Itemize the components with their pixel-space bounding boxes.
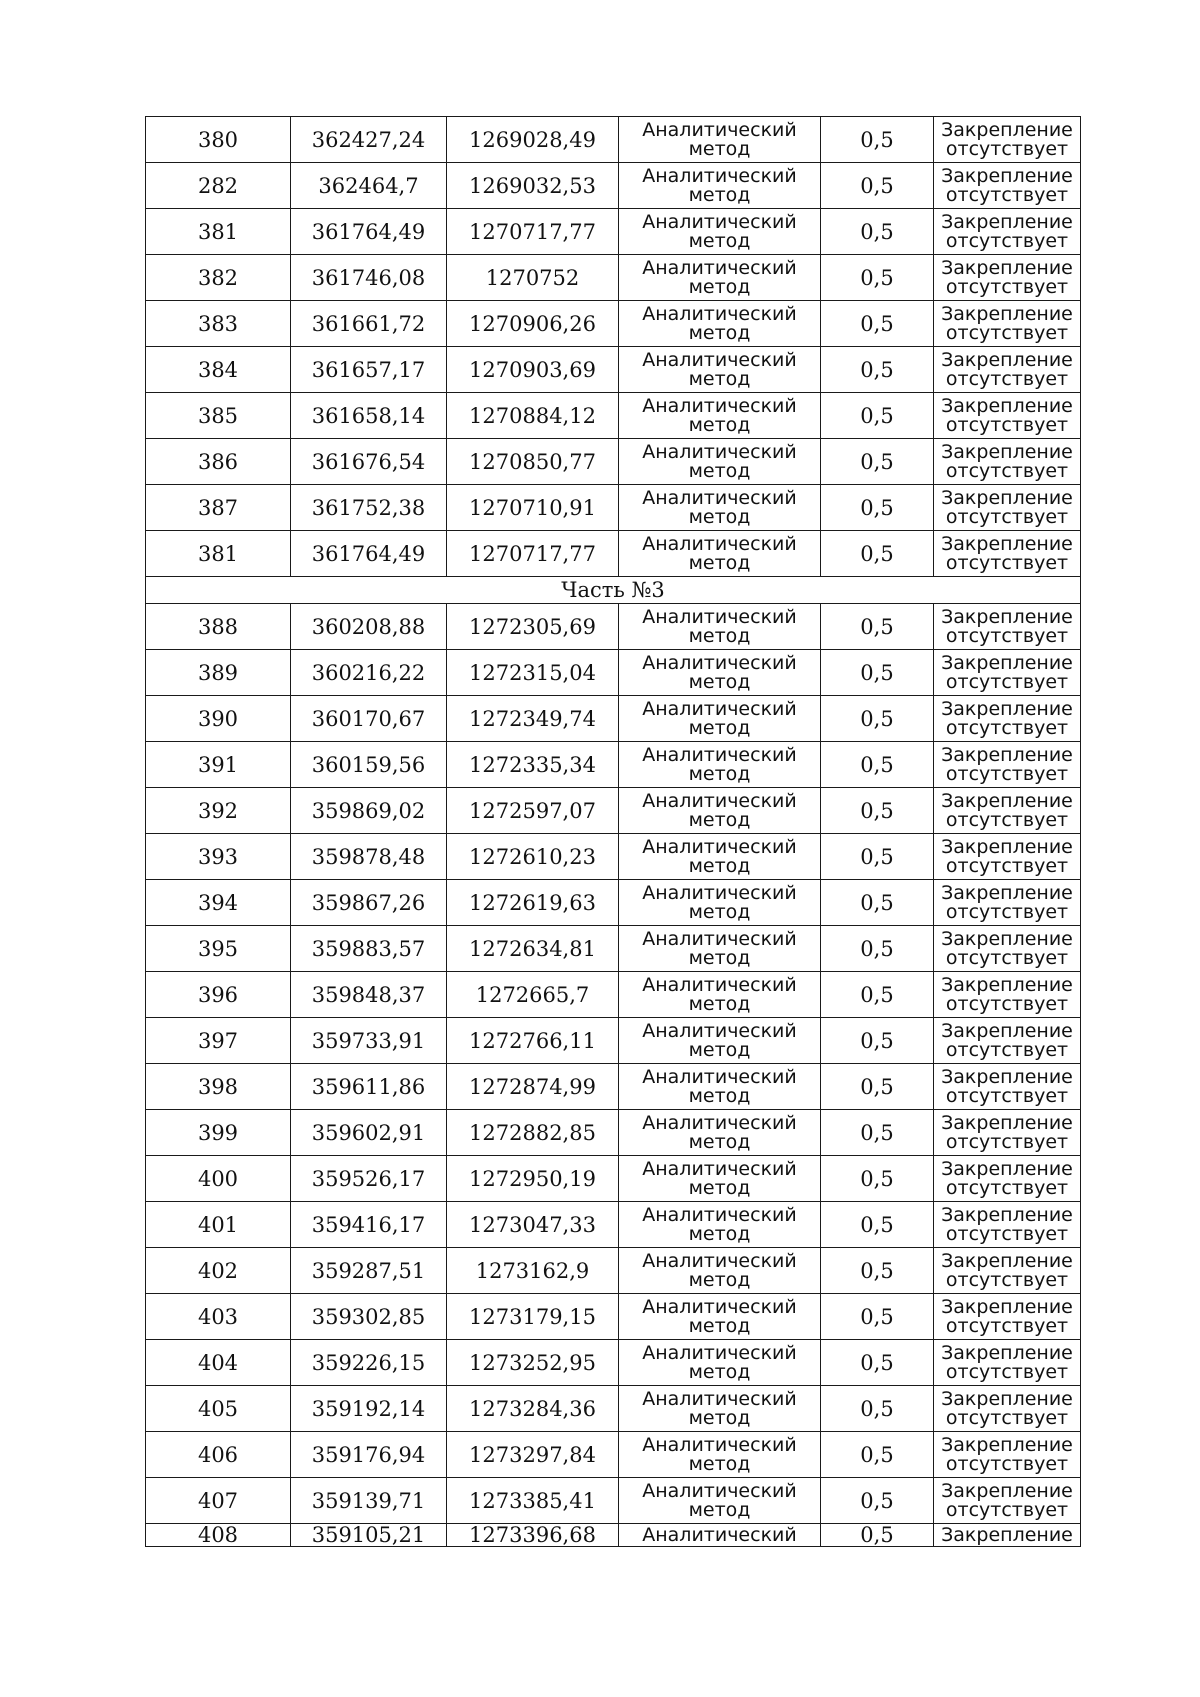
accuracy-cell: 0,5 (821, 255, 934, 301)
fixation-cell: Закрепление отсутствует (934, 742, 1081, 788)
fixation-cell: Закрепление отсутствует (934, 788, 1081, 834)
fixation-cell: Закрепление отсутствует (934, 439, 1081, 485)
fixation-cell: Закрепление отсутствует (934, 117, 1081, 163)
accuracy-cell: 0,5 (821, 1478, 934, 1524)
y-coordinate-cell: 1270850,77 (447, 439, 619, 485)
table-row (146, 393, 1081, 439)
x-coordinate-cell: 359302,85 (291, 1294, 447, 1340)
x-coordinate-cell: 360216,22 (291, 650, 447, 696)
x-coordinate-cell: 359226,15 (291, 1340, 447, 1386)
y-coordinate-cell: 1272315,04 (447, 650, 619, 696)
point-number-cell: 384 (146, 347, 291, 393)
y-coordinate-cell: 1272874,99 (447, 1064, 619, 1110)
y-coordinate-cell: 1272950,19 (447, 1156, 619, 1202)
method-cell: Аналитический метод (619, 742, 821, 788)
x-coordinate-cell: 362427,24 (291, 117, 447, 163)
y-coordinate-cell: 1272665,7 (447, 972, 619, 1018)
x-coordinate-cell: 359602,91 (291, 1110, 447, 1156)
point-number-cell: 380 (146, 117, 291, 163)
table-row (146, 696, 1081, 742)
accuracy-cell: 0,5 (821, 1110, 934, 1156)
point-number-cell: 392 (146, 788, 291, 834)
accuracy-cell: 0,5 (821, 1202, 934, 1248)
fixation-cell: Закрепление (934, 1524, 1081, 1547)
fixation-cell: Закрепление отсутствует (934, 834, 1081, 880)
y-coordinate-cell: 1270717,77 (447, 209, 619, 255)
y-coordinate-cell: 1273179,15 (447, 1294, 619, 1340)
x-coordinate-cell: 360170,67 (291, 696, 447, 742)
method-cell: Аналитический метод (619, 531, 821, 577)
y-coordinate-cell: 1273385,41 (447, 1478, 619, 1524)
point-number-cell: 405 (146, 1386, 291, 1432)
point-number-cell: 395 (146, 926, 291, 972)
fixation-cell: Закрепление отсутствует (934, 1202, 1081, 1248)
y-coordinate-cell: 1273297,84 (447, 1432, 619, 1478)
fixation-cell: Закрепление отсутствует (934, 880, 1081, 926)
point-number-cell: 400 (146, 1156, 291, 1202)
accuracy-cell: 0,5 (821, 742, 934, 788)
x-coordinate-cell: 361752,38 (291, 485, 447, 531)
x-coordinate-cell: 361661,72 (291, 301, 447, 347)
table-row (146, 1202, 1081, 1248)
method-cell: Аналитический метод (619, 696, 821, 742)
y-coordinate-cell: 1272634,81 (447, 926, 619, 972)
x-coordinate-cell: 361764,49 (291, 209, 447, 255)
point-number-cell: 403 (146, 1294, 291, 1340)
point-number-cell: 408 (146, 1524, 291, 1547)
method-cell: Аналитический метод (619, 1110, 821, 1156)
point-number-cell: 399 (146, 1110, 291, 1156)
fixation-cell: Закрепление отсутствует (934, 255, 1081, 301)
fixation-cell: Закрепление отсутствует (934, 604, 1081, 650)
table-row (146, 788, 1081, 834)
x-coordinate-cell: 360208,88 (291, 604, 447, 650)
fixation-cell: Закрепление отсутствует (934, 531, 1081, 577)
y-coordinate-cell: 1272610,23 (447, 834, 619, 880)
accuracy-cell: 0,5 (821, 1386, 934, 1432)
y-coordinate-cell: 1272597,07 (447, 788, 619, 834)
fixation-cell: Закрепление отсутствует (934, 1248, 1081, 1294)
point-number-cell: 391 (146, 742, 291, 788)
method-cell: Аналитический метод (619, 1064, 821, 1110)
point-number-cell: 406 (146, 1432, 291, 1478)
y-coordinate-cell: 1270752 (447, 255, 619, 301)
point-number-cell: 404 (146, 1340, 291, 1386)
accuracy-cell: 0,5 (821, 696, 934, 742)
y-coordinate-cell: 1272882,85 (447, 1110, 619, 1156)
y-coordinate-cell: 1270717,77 (447, 531, 619, 577)
accuracy-cell: 0,5 (821, 1156, 934, 1202)
y-coordinate-cell: 1273252,95 (447, 1340, 619, 1386)
x-coordinate-cell: 362464,7 (291, 163, 447, 209)
point-number-cell: 282 (146, 163, 291, 209)
x-coordinate-cell: 359883,57 (291, 926, 447, 972)
accuracy-cell: 0,5 (821, 972, 934, 1018)
table-row (146, 531, 1081, 577)
y-coordinate-cell: 1272766,11 (447, 1018, 619, 1064)
fixation-cell: Закрепление отсутствует (934, 1386, 1081, 1432)
accuracy-cell: 0,5 (821, 1524, 934, 1547)
x-coordinate-cell: 359416,17 (291, 1202, 447, 1248)
fixation-cell: Закрепление отсутствует (934, 485, 1081, 531)
table-row (146, 1110, 1081, 1156)
table-row (146, 972, 1081, 1018)
table-row (146, 1524, 1081, 1547)
point-number-cell: 385 (146, 393, 291, 439)
point-number-cell: 396 (146, 972, 291, 1018)
accuracy-cell: 0,5 (821, 117, 934, 163)
x-coordinate-cell: 360159,56 (291, 742, 447, 788)
point-number-cell: 397 (146, 1018, 291, 1064)
accuracy-cell: 0,5 (821, 788, 934, 834)
table-row (146, 1340, 1081, 1386)
accuracy-cell: 0,5 (821, 604, 934, 650)
y-coordinate-cell: 1269032,53 (447, 163, 619, 209)
x-coordinate-cell: 359733,91 (291, 1018, 447, 1064)
x-coordinate-cell: 359139,71 (291, 1478, 447, 1524)
method-cell: Аналитический метод (619, 1018, 821, 1064)
point-number-cell: 398 (146, 1064, 291, 1110)
point-number-cell: 401 (146, 1202, 291, 1248)
point-number-cell: 383 (146, 301, 291, 347)
method-cell: Аналитический метод (619, 1248, 821, 1294)
x-coordinate-cell: 359287,51 (291, 1248, 447, 1294)
accuracy-cell: 0,5 (821, 1064, 934, 1110)
table-row (146, 650, 1081, 696)
method-cell: Аналитический метод (619, 1156, 821, 1202)
fixation-cell: Закрепление отсутствует (934, 972, 1081, 1018)
table-row (146, 1386, 1081, 1432)
fixation-cell: Закрепление отсутствует (934, 1478, 1081, 1524)
point-number-cell: 387 (146, 485, 291, 531)
coordinates-table (145, 116, 1081, 1547)
accuracy-cell: 0,5 (821, 926, 934, 972)
y-coordinate-cell: 1272335,34 (447, 742, 619, 788)
point-number-cell: 402 (146, 1248, 291, 1294)
x-coordinate-cell: 361764,49 (291, 531, 447, 577)
point-number-cell: 407 (146, 1478, 291, 1524)
point-number-cell: 381 (146, 209, 291, 255)
method-cell: Аналитический метод (619, 209, 821, 255)
x-coordinate-cell: 359867,26 (291, 880, 447, 926)
section-title: Часть №3 (146, 577, 1081, 604)
point-number-cell: 394 (146, 880, 291, 926)
x-coordinate-cell: 359105,21 (291, 1524, 447, 1547)
accuracy-cell: 0,5 (821, 209, 934, 255)
table-row (146, 1018, 1081, 1064)
table-row (146, 926, 1081, 972)
table-row (146, 880, 1081, 926)
fixation-cell: Закрепление отсутствует (934, 163, 1081, 209)
fixation-cell: Закрепление отсутствует (934, 926, 1081, 972)
table-row (146, 1064, 1081, 1110)
accuracy-cell: 0,5 (821, 301, 934, 347)
y-coordinate-cell: 1273396,68 (447, 1524, 619, 1547)
y-coordinate-cell: 1269028,49 (447, 117, 619, 163)
table-row (146, 1478, 1081, 1524)
y-coordinate-cell: 1273047,33 (447, 1202, 619, 1248)
method-cell: Аналитический метод (619, 650, 821, 696)
table-body (146, 117, 1081, 1547)
fixation-cell: Закрепление отсутствует (934, 1340, 1081, 1386)
accuracy-cell: 0,5 (821, 531, 934, 577)
accuracy-cell: 0,5 (821, 347, 934, 393)
fixation-cell: Закрепление отсутствует (934, 301, 1081, 347)
method-cell: Аналитический метод (619, 972, 821, 1018)
x-coordinate-cell: 359878,48 (291, 834, 447, 880)
table-row (146, 485, 1081, 531)
x-coordinate-cell: 361676,54 (291, 439, 447, 485)
table-row (146, 834, 1081, 880)
fixation-cell: Закрепление отсутствует (934, 1064, 1081, 1110)
point-number-cell: 388 (146, 604, 291, 650)
table-row (146, 604, 1081, 650)
y-coordinate-cell: 1272305,69 (447, 604, 619, 650)
method-cell: Аналитический метод (619, 255, 821, 301)
y-coordinate-cell: 1270903,69 (447, 347, 619, 393)
method-cell: Аналитический метод (619, 393, 821, 439)
method-cell: Аналитический метод (619, 301, 821, 347)
x-coordinate-cell: 359192,14 (291, 1386, 447, 1432)
method-cell: Аналитический метод (619, 788, 821, 834)
x-coordinate-cell: 361658,14 (291, 393, 447, 439)
accuracy-cell: 0,5 (821, 880, 934, 926)
table-row (146, 347, 1081, 393)
table-row (146, 1294, 1081, 1340)
section-row (146, 577, 1081, 604)
table-row (146, 742, 1081, 788)
point-number-cell: 382 (146, 255, 291, 301)
method-cell: Аналитический метод (619, 604, 821, 650)
y-coordinate-cell: 1270884,12 (447, 393, 619, 439)
accuracy-cell: 0,5 (821, 650, 934, 696)
method-cell: Аналитический (619, 1524, 821, 1547)
method-cell: Аналитический метод (619, 1202, 821, 1248)
table-row (146, 209, 1081, 255)
fixation-cell: Закрепление отсутствует (934, 1294, 1081, 1340)
table-row (146, 255, 1081, 301)
x-coordinate-cell: 361657,17 (291, 347, 447, 393)
accuracy-cell: 0,5 (821, 1018, 934, 1064)
fixation-cell: Закрепление отсутствует (934, 1018, 1081, 1064)
x-coordinate-cell: 361746,08 (291, 255, 447, 301)
fixation-cell: Закрепление отсутствует (934, 696, 1081, 742)
y-coordinate-cell: 1272619,63 (447, 880, 619, 926)
method-cell: Аналитический метод (619, 1432, 821, 1478)
table-row (146, 301, 1081, 347)
accuracy-cell: 0,5 (821, 1248, 934, 1294)
x-coordinate-cell: 359611,86 (291, 1064, 447, 1110)
method-cell: Аналитический метод (619, 1478, 821, 1524)
method-cell: Аналитический метод (619, 163, 821, 209)
accuracy-cell: 0,5 (821, 393, 934, 439)
y-coordinate-cell: 1272349,74 (447, 696, 619, 742)
table-row (146, 163, 1081, 209)
table-row (146, 117, 1081, 163)
point-number-cell: 389 (146, 650, 291, 696)
y-coordinate-cell: 1273284,36 (447, 1386, 619, 1432)
fixation-cell: Закрепление отсутствует (934, 347, 1081, 393)
method-cell: Аналитический метод (619, 347, 821, 393)
table-row (146, 1248, 1081, 1294)
y-coordinate-cell: 1270710,91 (447, 485, 619, 531)
table-row (146, 439, 1081, 485)
y-coordinate-cell: 1273162,9 (447, 1248, 619, 1294)
accuracy-cell: 0,5 (821, 1294, 934, 1340)
method-cell: Аналитический метод (619, 880, 821, 926)
x-coordinate-cell: 359526,17 (291, 1156, 447, 1202)
point-number-cell: 390 (146, 696, 291, 742)
x-coordinate-cell: 359869,02 (291, 788, 447, 834)
accuracy-cell: 0,5 (821, 485, 934, 531)
method-cell: Аналитический метод (619, 439, 821, 485)
fixation-cell: Закрепление отсутствует (934, 1110, 1081, 1156)
accuracy-cell: 0,5 (821, 163, 934, 209)
accuracy-cell: 0,5 (821, 834, 934, 880)
accuracy-cell: 0,5 (821, 1340, 934, 1386)
method-cell: Аналитический метод (619, 926, 821, 972)
fixation-cell: Закрепление отсутствует (934, 393, 1081, 439)
method-cell: Аналитический метод (619, 1386, 821, 1432)
fixation-cell: Закрепление отсутствует (934, 1432, 1081, 1478)
accuracy-cell: 0,5 (821, 439, 934, 485)
method-cell: Аналитический метод (619, 834, 821, 880)
x-coordinate-cell: 359176,94 (291, 1432, 447, 1478)
method-cell: Аналитический метод (619, 1294, 821, 1340)
point-number-cell: 393 (146, 834, 291, 880)
method-cell: Аналитический метод (619, 1340, 821, 1386)
point-number-cell: 386 (146, 439, 291, 485)
fixation-cell: Закрепление отсутствует (934, 650, 1081, 696)
table-row (146, 1156, 1081, 1202)
point-number-cell: 381 (146, 531, 291, 577)
table-row (146, 1432, 1081, 1478)
method-cell: Аналитический метод (619, 117, 821, 163)
method-cell: Аналитический метод (619, 485, 821, 531)
accuracy-cell: 0,5 (821, 1432, 934, 1478)
x-coordinate-cell: 359848,37 (291, 972, 447, 1018)
y-coordinate-cell: 1270906,26 (447, 301, 619, 347)
fixation-cell: Закрепление отсутствует (934, 1156, 1081, 1202)
fixation-cell: Закрепление отсутствует (934, 209, 1081, 255)
